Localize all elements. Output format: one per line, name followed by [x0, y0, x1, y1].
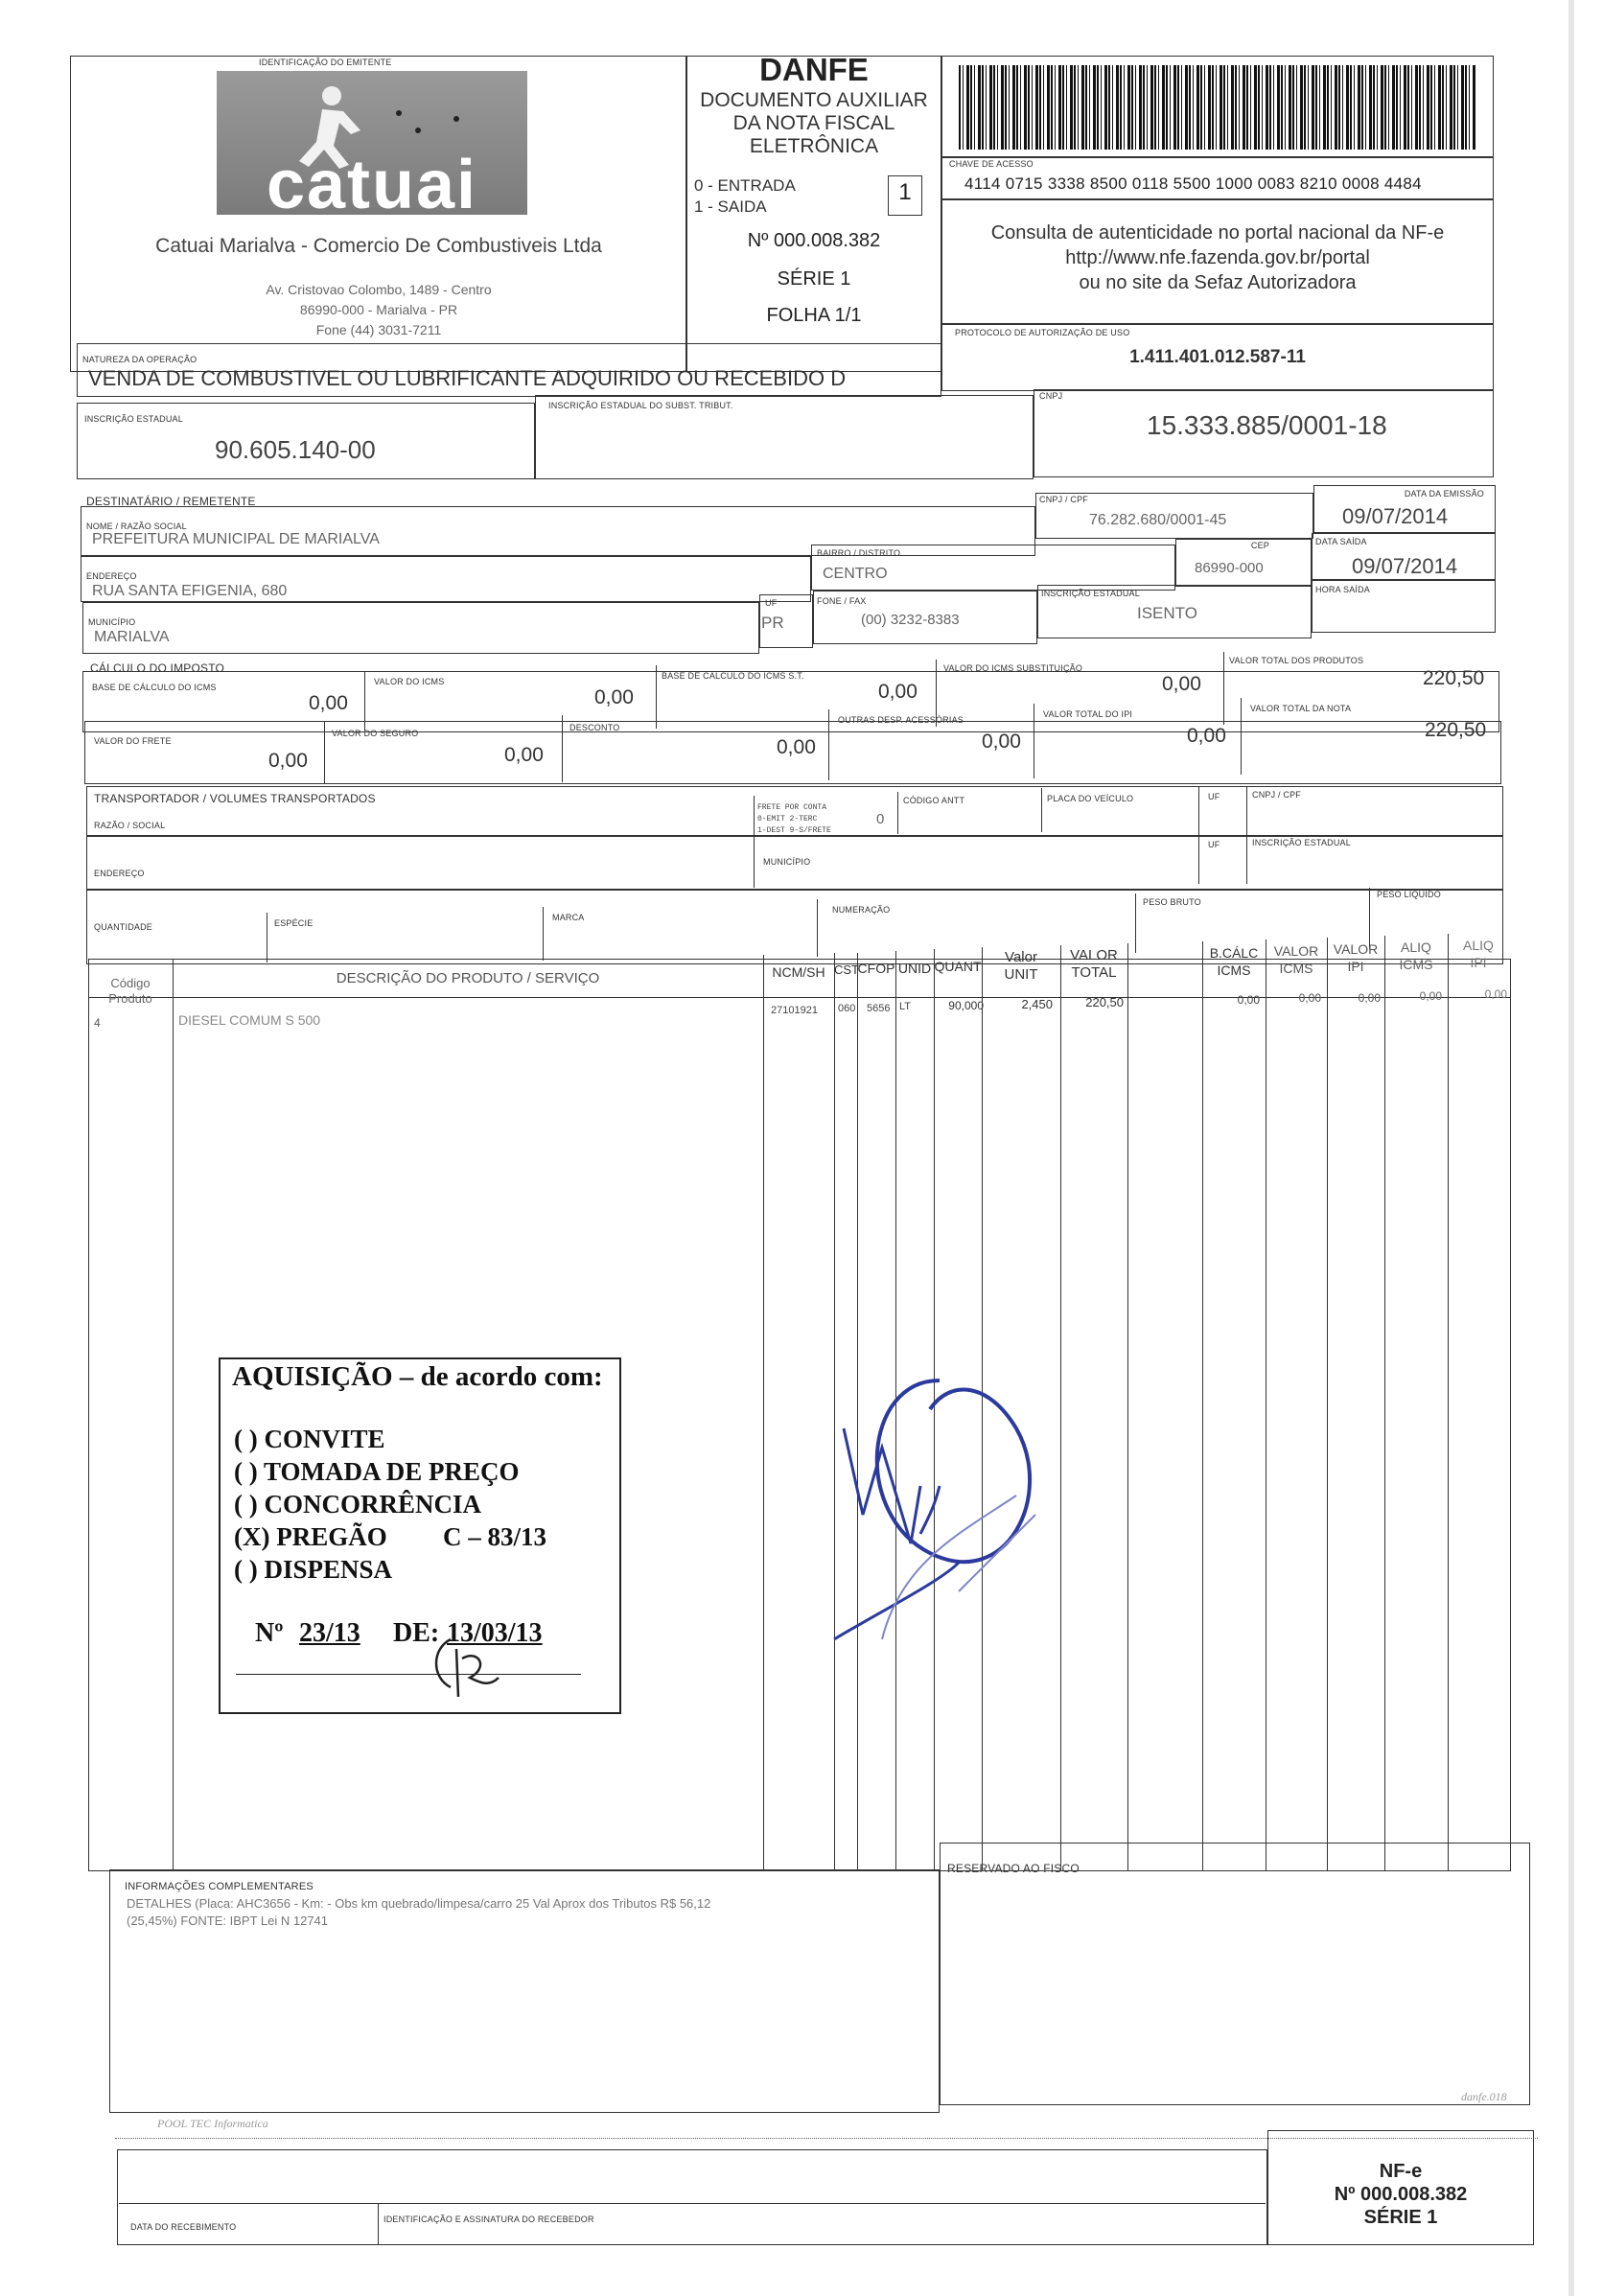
- col-unid: UNID: [897, 961, 932, 976]
- total-prod-label: VALOR TOTAL DOS PRODUTOS: [1229, 656, 1364, 665]
- dest-bairro-label: BAIRRO / DISTRITO: [817, 548, 901, 558]
- bc-st-label: BASE DE CÁLCULO DO ICMS S.T.: [662, 671, 804, 681]
- row-quant: 90,000: [948, 999, 984, 1012]
- transp-peso-bruto-label: PESO BRUTO: [1143, 897, 1201, 907]
- canhoto-numero: Nº 000.008.382: [1334, 2184, 1468, 2205]
- transp-especie-label: ESPÉCIE: [274, 918, 314, 928]
- dest-section-label: DESTINATÁRIO / REMETENTE: [86, 495, 256, 508]
- assinatura-label: IDENTIFICAÇÃO E ASSINATURA DO RECEBEDOR: [383, 2215, 594, 2224]
- row-unid: LT: [899, 1001, 912, 1012]
- canhoto-box: [117, 2149, 1267, 2245]
- logo-text: catuai: [266, 147, 478, 223]
- row-bc: 0,00: [1237, 993, 1260, 1007]
- chave-label: CHAVE DE ACESSO: [949, 159, 1034, 169]
- dest-uf: PR: [761, 614, 784, 632]
- seguro: 0,00: [504, 744, 544, 766]
- stamp-tomada: ( ) TOMADA DE PREÇO: [234, 1457, 520, 1486]
- row-cfop: 5656: [867, 1003, 891, 1014]
- cnpj-label: CNPJ: [1039, 391, 1063, 401]
- col-vtotal-2: TOTAL: [1071, 964, 1117, 981]
- stamp-numero-label: Nº: [255, 1618, 284, 1648]
- transp-ie-label: INSCRIÇÃO ESTADUAL: [1252, 838, 1351, 847]
- ipi: 0,00: [1187, 725, 1226, 747]
- col-vunit-1: Valor: [1005, 949, 1037, 965]
- protocolo-label: PROTOCOLO DE AUTORIZAÇÃO DE USO: [955, 328, 1130, 337]
- dest-uf-label: UF: [765, 598, 778, 608]
- stamp-pregao: (X) PREGÃO: [234, 1522, 387, 1551]
- canhoto-nfe: NF-e: [1379, 2161, 1423, 2182]
- bc-st: 0,00: [878, 681, 918, 703]
- emitente-phone: Fone (44) 3031-7211: [315, 322, 442, 337]
- frete: 0,00: [268, 750, 308, 772]
- col-vipi-2: IPI: [1347, 959, 1364, 974]
- col-vunit-2: UNIT: [1004, 966, 1038, 983]
- danfe-entrada: 0 - ENTRADA: [694, 176, 796, 195]
- dest-fone-label: FONE / FAX: [817, 596, 867, 606]
- outras-label: OUTRAS DESP. ACESSÓRIAS: [838, 715, 964, 725]
- row-vtotal: 220,50: [1085, 995, 1124, 1009]
- danfe-saida: 1 - SAIDA: [694, 197, 767, 216]
- consulta-line-1: Consulta de autenticidade no portal nacional da NF-e: [990, 222, 1445, 244]
- dest-cep: 86990-000: [1195, 560, 1264, 576]
- barcode: [959, 65, 1476, 150]
- dest-municipio: MARIALVA: [94, 629, 170, 645]
- chave-value: 4114 0715 3338 8500 0118 5500 1000 0083 8210 0008 4484: [964, 174, 1422, 193]
- col-codigo-2: Produto: [108, 991, 152, 1006]
- ipi-label: VALOR TOTAL DO IPI: [1043, 709, 1133, 719]
- stamp-pregao-ref: C – 83/13: [443, 1522, 546, 1551]
- transp-antt-label: CÓDIGO ANTT: [903, 796, 965, 805]
- col-aicms-2: ICMS: [1399, 957, 1433, 972]
- desconto: 0,00: [777, 736, 816, 758]
- col-ncm: NCM/SH: [772, 964, 825, 980]
- emitente-address-2: 86990-000 - Marialva - PR: [299, 302, 458, 317]
- dest-cnpj-label: CNPJ / CPF: [1039, 495, 1089, 504]
- natureza-value: VENDA DE COMBUSTIVEL OU LUBRIFICANTE ADQUIRIDO OU RECEBIDO D: [88, 366, 847, 390]
- col-quant: QUANT: [934, 959, 982, 974]
- dest-fone: (00) 3232-8383: [861, 612, 960, 628]
- col-vtotal-1: VALOR: [1070, 947, 1118, 963]
- company-logo: [217, 71, 527, 223]
- row-codigo: 4: [94, 1016, 101, 1030]
- bc-icms-label: BASE DE CÁLCULO DO ICMS: [92, 683, 217, 692]
- row-vunit: 2,450: [1021, 997, 1053, 1011]
- dest-cnpj: 76.282.680/0001-45: [1089, 512, 1227, 528]
- transp-placa-label: PLACA DO VEÍCULO: [1047, 794, 1134, 803]
- col-descricao: DESCRIÇÃO DO PRODUTO / SERVIÇO: [336, 970, 600, 986]
- dest-hora-label: HORA SAÍDA: [1315, 585, 1371, 594]
- dest-cep-label: CEP: [1250, 541, 1269, 550]
- row-aicms: 0,00: [1419, 989, 1442, 1003]
- recebimento-label: DATA DO RECEBIMENTO: [130, 2222, 237, 2232]
- cnpj-value: 15.333.885/0001-18: [1147, 410, 1387, 440]
- stamp-data: 13/03/13: [447, 1618, 543, 1648]
- complementares-text-2: (25,45%) FONTE: IBPT Lei N 12741: [127, 1913, 329, 1928]
- transp-municipio-label: MUNICÍPIO: [763, 857, 811, 867]
- dest-ie: ISENTO: [1137, 604, 1197, 622]
- col-bc-2: ICMS: [1217, 962, 1251, 978]
- row-cst: 060: [838, 1003, 856, 1014]
- col-aicms-1: ALIQ: [1401, 939, 1431, 955]
- dest-endereco-label: ENDEREÇO: [86, 571, 137, 581]
- stamp-dispensa: ( ) DISPENSA: [234, 1555, 393, 1584]
- danfe-tipo: 1: [898, 179, 912, 205]
- dest-endereco: RUA SANTA EFIGENIA, 680: [92, 583, 288, 599]
- software-name: POOL TEC Informatica: [157, 2117, 268, 2130]
- dest-ie-label: INSCRIÇÃO ESTADUAL: [1041, 589, 1140, 598]
- transp-frete-line-3: 1-DEST 9-S/FRETE: [757, 826, 831, 835]
- signature-icon: [825, 1371, 1083, 1716]
- emitente-section-label: IDENTIFICAÇÃO DO EMITENTE: [259, 58, 392, 67]
- total-nota-label: VALOR TOTAL DA NOTA: [1250, 704, 1352, 713]
- transp-frete-line-1: FRETE POR CONTA: [757, 803, 827, 812]
- total-prod: 220,50: [1423, 667, 1485, 689]
- stamp-numero: 23/13: [299, 1618, 360, 1648]
- col-aipi-2: IPI: [1470, 955, 1487, 970]
- row-vipi: 0,00: [1358, 991, 1381, 1005]
- danfe-title: DANFE: [759, 52, 869, 87]
- ie-value: 90.605.140-00: [215, 435, 376, 464]
- stamp-initials-icon: [412, 1630, 508, 1706]
- danfe-numero: Nº 000.008.382: [747, 230, 881, 251]
- transp-cnpj-label: CNPJ / CPF: [1252, 790, 1302, 800]
- consulta-line-2: http://www.nfe.fazenda.gov.br/portal: [1065, 247, 1370, 268]
- danfe-code: danfe.018: [1461, 2090, 1507, 2103]
- col-cst: CST: [834, 962, 859, 977]
- col-codigo-1: Código: [110, 976, 151, 990]
- dest-emissao: 09/07/2014: [1342, 504, 1449, 528]
- dest-emissao-label: DATA DA EMISSÃO: [1404, 489, 1484, 499]
- row-vicms: 0,00: [1298, 991, 1321, 1005]
- transp-peso-liquido-label: PESO LÍQUIDO: [1377, 890, 1441, 899]
- page-edge-right: [1568, 0, 1574, 2296]
- icms-st-label: VALOR DO ICMS SUBSTITUIÇÃO: [943, 663, 1083, 673]
- complementares-label: INFORMAÇÕES COMPLEMENTARES: [125, 1881, 314, 1892]
- transp-frete-value: 0: [876, 811, 885, 827]
- transp-razao-label: RAZÃO / SOCIAL: [94, 821, 166, 830]
- stamp-de-label: DE:: [393, 1618, 440, 1648]
- col-aipi-1: ALIQ: [1463, 938, 1494, 953]
- transp-quantidade-label: QUANTIDADE: [94, 922, 153, 932]
- transp-uf-label: UF: [1208, 792, 1220, 801]
- row-descricao: DIESEL COMUM S 500: [178, 1012, 321, 1028]
- natureza-label: NATUREZA DA OPERAÇÃO: [82, 355, 197, 364]
- dest-nome: PREFEITURA MUNICIPAL DE MARIALVA: [92, 531, 380, 547]
- transp-uf2-label: UF: [1208, 840, 1220, 849]
- dest-saida-label: DATA SAÍDA: [1315, 537, 1367, 546]
- bc-icms: 0,00: [309, 692, 348, 714]
- col-vicms-1: VALOR: [1273, 943, 1319, 959]
- stamp-title: AQUISIÇÃO – de acordo com:: [232, 1361, 603, 1392]
- icms: 0,00: [594, 686, 634, 708]
- emitente-name: Catuai Marialva - Comercio De Combustiveis Ltda: [155, 235, 602, 257]
- dest-municipio-label: MUNICÍPIO: [88, 617, 136, 627]
- seguro-label: VALOR DO SEGURO: [332, 729, 419, 738]
- row-ncm: 27101921: [771, 1005, 818, 1016]
- dest-nome-label: NOME / RAZÃO SOCIAL: [86, 522, 187, 531]
- danfe-folha: FOLHA 1/1: [766, 305, 862, 326]
- row-aipi: 0,00: [1484, 987, 1507, 1001]
- transp-numeracao-label: NUMERAÇÃO: [832, 905, 891, 915]
- danfe-serie: SÉRIE 1: [777, 268, 851, 290]
- stamp-convite: ( ) CONVITE: [234, 1425, 385, 1453]
- transp-section-label: TRANSPORTADOR / VOLUMES TRANSPORTADOS: [94, 792, 376, 805]
- outras: 0,00: [982, 731, 1021, 753]
- danfe-subtitle-3: ELETRÔNICA: [749, 135, 879, 157]
- consulta-line-3: ou no site da Sefaz Autorizadora: [1079, 272, 1357, 293]
- protocolo-value: 1.411.401.012.587-11: [1129, 347, 1306, 367]
- col-vipi-1: VALOR: [1333, 941, 1379, 957]
- dest-bairro: CENTRO: [823, 566, 888, 582]
- complementares-text-1: DETALHES (Placa: AHC3656 - Km: - Obs km quebrado/limpesa/carro 25 Val Aprox dos Tributos R$ 56,12: [127, 1896, 711, 1911]
- desconto-label: DESCONTO: [569, 723, 620, 732]
- ie-label: INSCRIÇÃO ESTADUAL: [84, 414, 183, 424]
- icms-st: 0,00: [1162, 673, 1201, 695]
- stamp-concorrencia: ( ) CONCORRÊNCIA: [234, 1490, 481, 1519]
- transp-marca-label: MARCA: [552, 913, 585, 922]
- transp-endereco-label: ENDEREÇO: [94, 869, 145, 878]
- fisco-box: [940, 1843, 1530, 2105]
- emitente-address-1: Av. Cristovao Colombo, 1489 - Centro: [266, 282, 492, 297]
- transp-frete-line-2: 0-EMIT 2-TERC: [757, 815, 818, 823]
- col-vicms-2: ICMS: [1279, 961, 1313, 976]
- col-cfop: CFOP: [857, 961, 895, 976]
- dest-saida: 09/07/2014: [1352, 554, 1458, 578]
- ie-st-label: INSCRIÇÃO ESTADUAL DO SUBST. TRIBUT.: [548, 401, 733, 410]
- danfe-subtitle-2: DA NOTA FISCAL: [732, 112, 895, 134]
- canhoto-serie: SÉRIE 1: [1363, 2207, 1438, 2228]
- danfe-subtitle-1: DOCUMENTO AUXILIAR: [700, 89, 928, 111]
- frete-label: VALOR DO FRETE: [94, 736, 172, 746]
- col-bc-1: B.CÁLC: [1209, 945, 1259, 961]
- fisco-label: RESERVADO AO FISCO: [947, 1862, 1080, 1875]
- dest-municipio-box: [82, 602, 759, 654]
- total-nota: 220,50: [1425, 719, 1487, 741]
- imposto-section-label: CÁLCULO DO IMPOSTO: [90, 661, 225, 675]
- icms-label: VALOR DO ICMS: [374, 677, 445, 686]
